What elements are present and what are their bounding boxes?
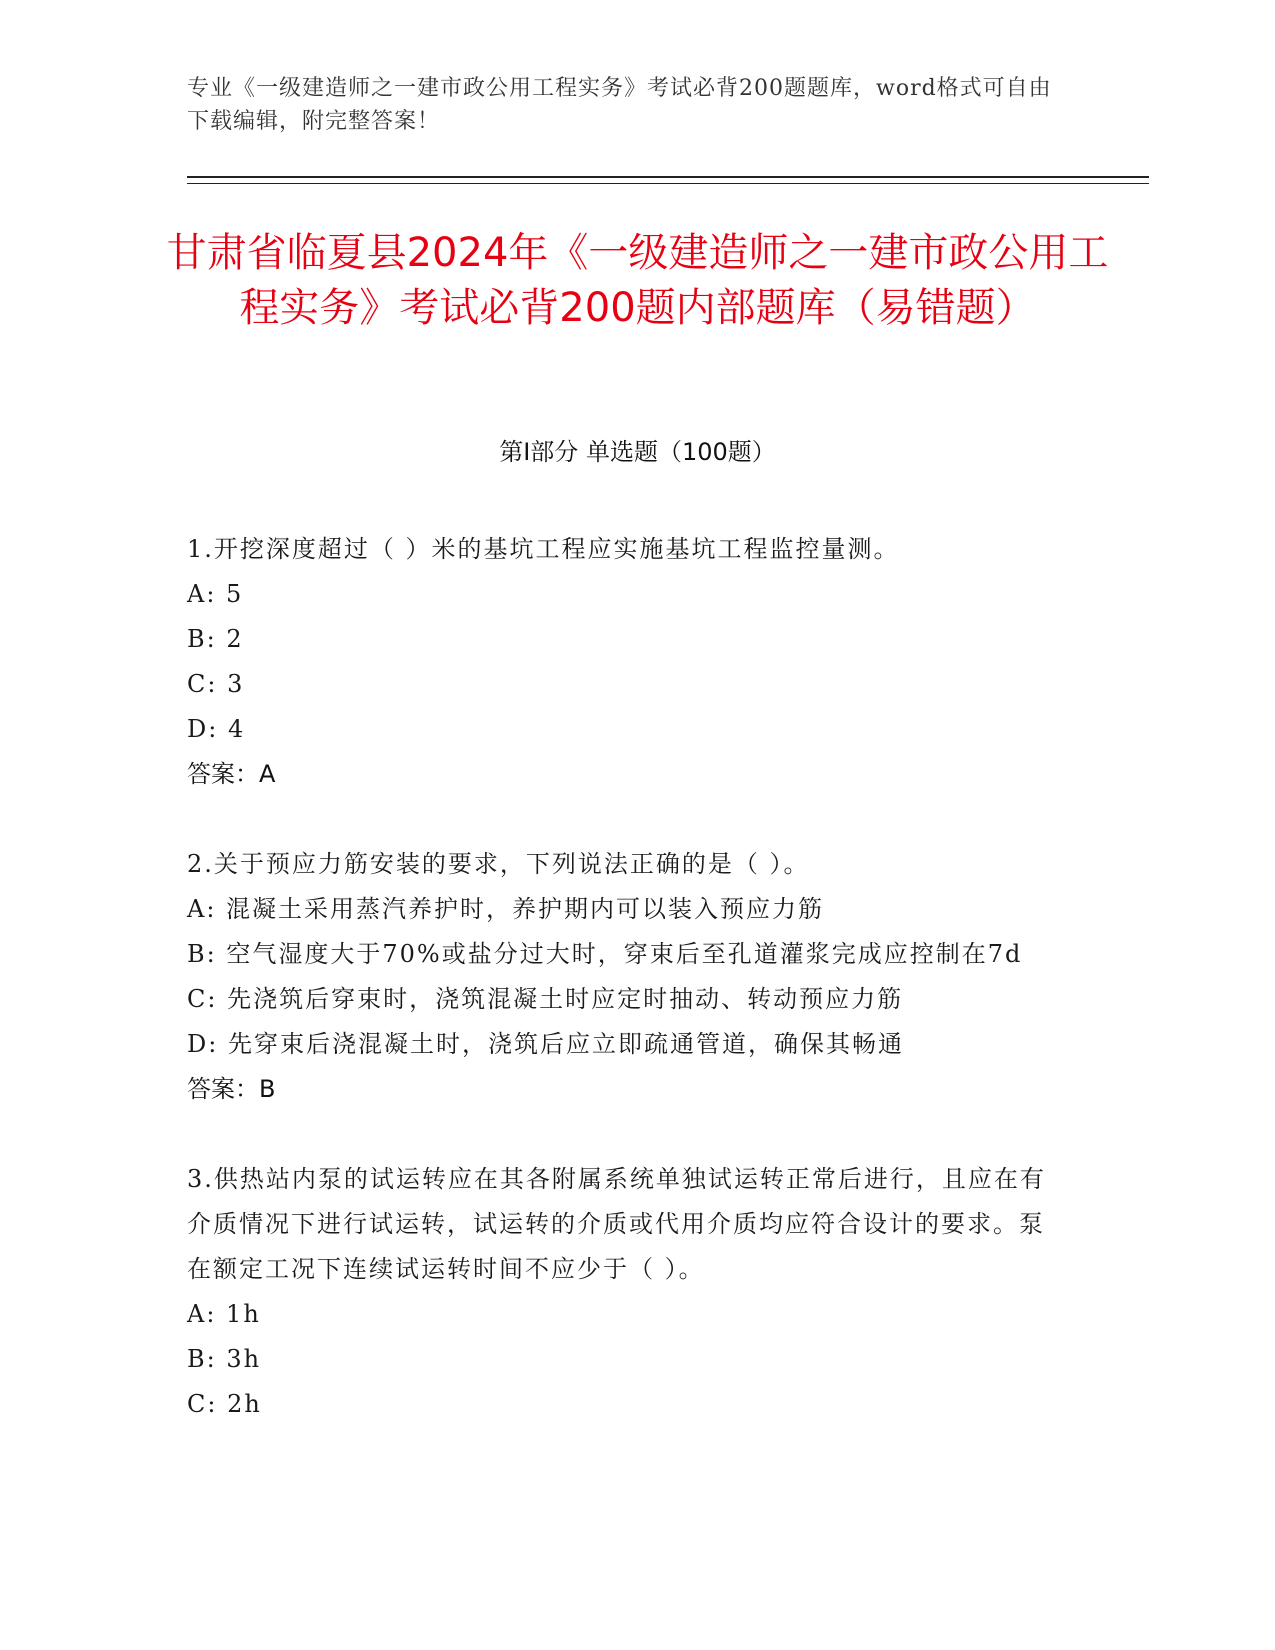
question-2	[187, 842, 1067, 1112]
option-b: B: 3h	[187, 1345, 262, 1373]
option-a: A: 5	[187, 580, 244, 608]
question-stem: 3.供热站内泵的试运转应在其各附属系统单独试运转正常后进行，且应在有介质情况下进行试运转，试运转的介质或代用介质均应符合设计的要求。泵在额定工况下连续试运转时间不应少于（ ）。	[187, 1165, 1046, 1283]
option-a: A: 1h	[187, 1300, 261, 1328]
option-a: A: 混凝土采用蒸汽养护时，养护期内可以装入预应力筋	[187, 895, 825, 923]
question-stem: 1.开挖深度超过（ ）米的基坑工程应实施基坑工程监控量测。	[187, 535, 900, 563]
option-c: C: 2h	[187, 1390, 262, 1418]
question-1	[187, 527, 1067, 797]
option-d: D: 先穿束后浇混凝土时，浇筑后应立即疏通管道，确保其畅通	[187, 1030, 904, 1058]
section-heading: 第Ⅰ部分 单选题（100题）	[499, 438, 776, 466]
answer: 答案：B	[187, 1075, 276, 1103]
option-b: B: 2	[187, 625, 244, 653]
header-note: 专业《一级建造师之一建市政公用工程实务》考试必背200题题库，word格式可自由下载编辑，附完整答案！	[187, 76, 1052, 134]
option-c: C: 3	[187, 670, 245, 698]
option-d: D: 4	[187, 715, 246, 743]
header-divider-thick	[187, 176, 1149, 178]
document-title: 甘肃省临夏县2024年《一级建造师之一建市政公用工程实务》考试必背200题内部题库（易错题）	[166, 230, 1109, 331]
answer: 答案：A	[187, 760, 276, 788]
question-list	[187, 527, 1067, 1472]
question-stem: 2.关于预应力筋安装的要求，下列说法正确的是（ ）。	[187, 850, 810, 878]
question-3	[187, 1157, 1067, 1427]
header-divider-thin	[187, 183, 1149, 184]
option-c: C: 先浇筑后穿束时，浇筑混凝土时应定时抽动、转动预应力筋	[187, 985, 904, 1013]
option-b: B: 空气湿度大于70%或盐分过大时，穿束后至孔道灌浆完成应控制在7d	[187, 940, 1023, 968]
